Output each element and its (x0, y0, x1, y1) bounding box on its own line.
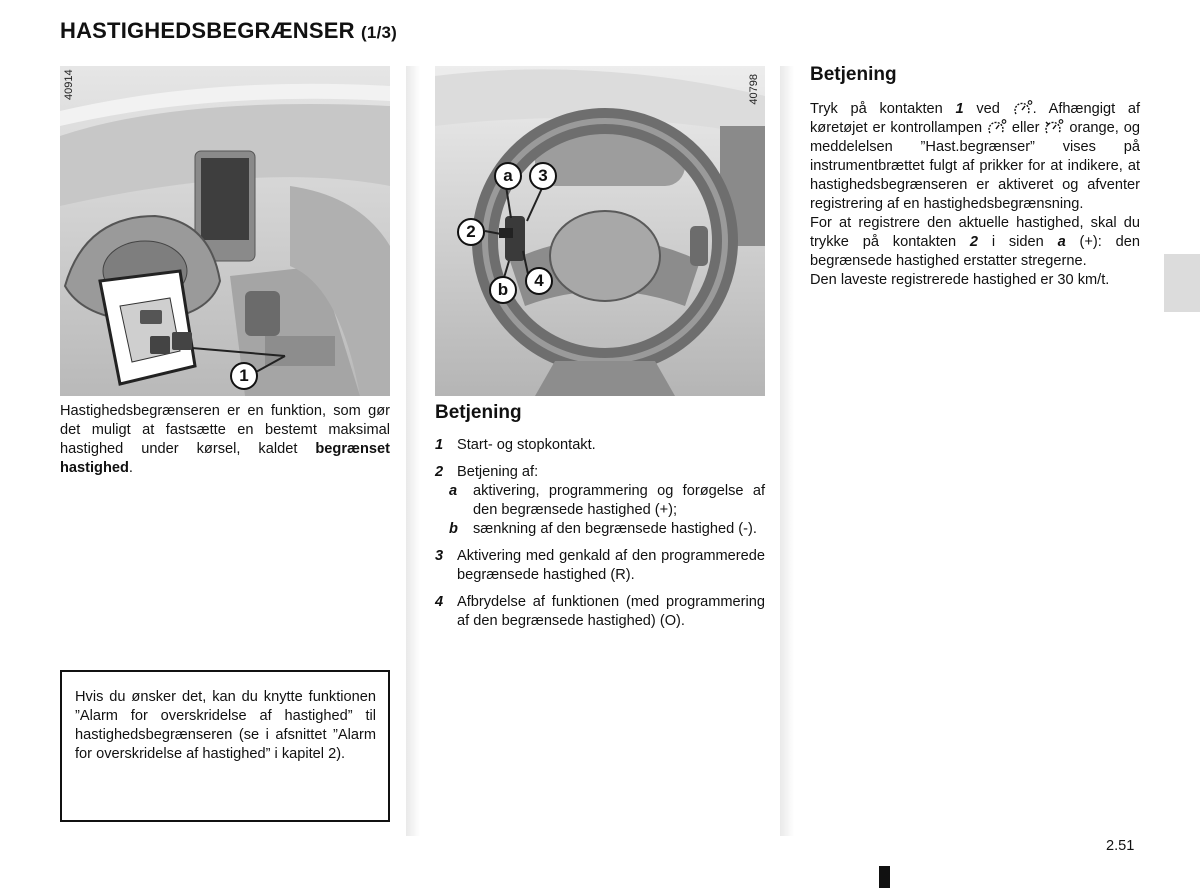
speed-limiter-icon (1044, 119, 1064, 135)
page-title (60, 18, 397, 44)
intro-bold-term: begrænset hastighed (60, 441, 390, 476)
edge-marker (879, 866, 890, 888)
right-paragraph (810, 100, 1140, 214)
page-number: 2.51 (1106, 838, 1135, 854)
column-divider-right (780, 66, 794, 836)
column-divider-left (406, 66, 420, 836)
p2-ref: 2 (969, 234, 979, 250)
item-text: Aktivering med genkald af den programmerede begrænsede hastighed (R). (457, 548, 765, 583)
title-part: (1/3) (361, 23, 398, 42)
figure-ref-left: 40914 (63, 69, 75, 100)
item-text: Start- og stopkontakt. (457, 437, 596, 453)
right-paragraph-2 (810, 214, 1140, 271)
p1-text: Tryk på kontakten (810, 101, 956, 117)
callout-2: 2 (457, 218, 485, 246)
list-item (435, 463, 765, 482)
note-box (60, 670, 390, 822)
item-number: 3 (435, 548, 444, 564)
intro-end: . (128, 460, 133, 476)
p3-text: Den laveste registrerede hastighed er 30 km/t. (810, 272, 1110, 288)
figure-dashboard (60, 66, 390, 396)
callout-b: b (489, 276, 517, 304)
title-text: HASTIGHEDSBEGRÆNSER (60, 18, 355, 43)
right-heading: Betjening (810, 64, 897, 85)
right-paragraph-3 (810, 271, 1140, 290)
p1-text: orange, og meddelelsen ”Hast.begrænser” vises på instrumentbrættet fulgt af prikker for at indikere, at hastighedsbegrænseren er aktiveret og afventer registrering af en hastighedsbegrænsning. (810, 120, 1140, 212)
speed-limiter-icon (987, 119, 1007, 135)
callout-3: 3 (529, 162, 557, 190)
item-text: Afbrydelse af funktionen (med programmering af den begrænsede hastighed) (O). (457, 594, 765, 629)
figure-ref-mid: 40798 (748, 74, 760, 105)
sub-list-item (435, 482, 765, 520)
p1-text: eller (1006, 120, 1045, 136)
p2-text: (+): den begrænsede hastighed erstatter stregerne. (810, 234, 1140, 269)
list-item (435, 436, 765, 455)
callout-a: a (494, 162, 522, 190)
p1-ref: 1 (955, 101, 964, 117)
item-number: 2 (435, 464, 444, 480)
p1-text: ved (963, 101, 1013, 117)
callout-1: 1 (230, 362, 258, 390)
list-item (435, 547, 765, 585)
item-text: Betjening af: (457, 464, 539, 480)
sub-item-letter: a (449, 483, 458, 499)
p2-ref-letter: a (1057, 234, 1066, 250)
item-number: 4 (435, 594, 444, 610)
intro-text: Hastighedsbegrænseren er en funktion, som gør det muligt at fastsætte en bestemt maksimal hastighed under kørsel, kaldet (60, 403, 390, 457)
sub-item-letter: b (449, 521, 458, 537)
sub-item-text: aktivering, programmering og forøgelse af den begrænsede hastighed (+); (473, 483, 765, 518)
list-item (435, 593, 765, 631)
p1-text: . Afhængigt af køretøjet er kontrollampen (810, 101, 1141, 136)
figure-steering-wheel (435, 66, 765, 396)
callout-4: 4 (525, 267, 553, 295)
intro-paragraph (60, 402, 390, 478)
dashboard-illustration (60, 66, 390, 396)
sub-list-item (435, 520, 765, 539)
item-number: 1 (435, 437, 444, 453)
middle-heading: Betjening (435, 402, 522, 423)
speed-limiter-icon (1013, 100, 1033, 116)
middle-column (435, 402, 765, 639)
right-column (810, 64, 1140, 290)
p2-text: For at registrere den aktuelle hastighed, skal du trykke på kontakten (810, 215, 1140, 250)
sub-item-text: sænkning af den begrænsede hastighed (-). (473, 521, 757, 537)
p2-text: i siden (978, 234, 1058, 250)
chapter-tab (1164, 254, 1200, 312)
note-text: Hvis du ønsker det, kan du knytte funktionen ”Alarm for overskridelse af hastighed” til hastighedsbegrænseren (se i afsnittet ”Alarm for overskridelse af hastighed” i kapitel 2). (75, 689, 376, 762)
